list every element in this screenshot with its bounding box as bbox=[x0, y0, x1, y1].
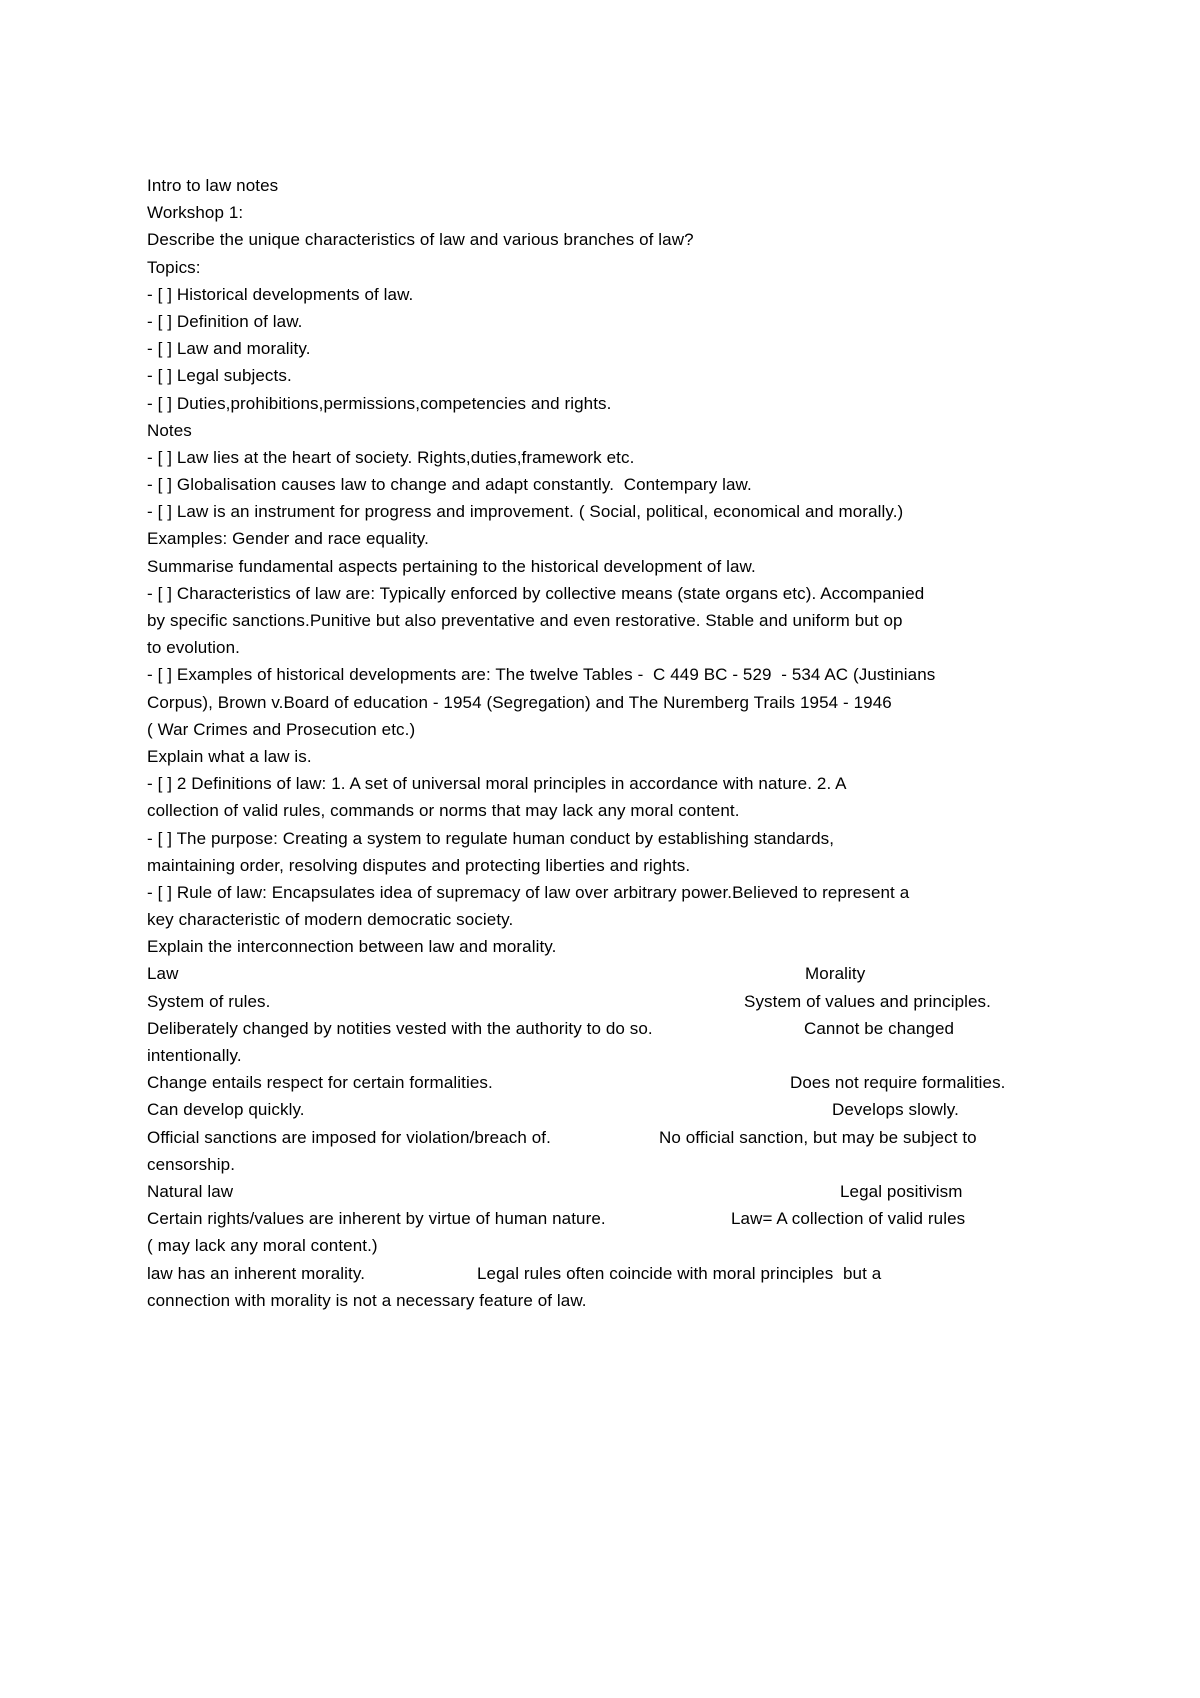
definition-heading: Explain what a law is. bbox=[147, 746, 312, 766]
notes-heading: Notes bbox=[147, 420, 192, 440]
topic-item: - [ ] Duties,prohibitions,permissions,competencies and rights. bbox=[147, 393, 612, 413]
legal-positivism-column-header: Legal positivism bbox=[840, 1181, 963, 1201]
history-item-line: - [ ] Characteristics of law are: Typically enforced by collective means (state organs etc). Accompanied bbox=[147, 583, 925, 603]
law-cell: Change entails respect for certain formalities. bbox=[147, 1073, 493, 1093]
morality-column-header: Morality bbox=[805, 964, 866, 984]
comparison-row bbox=[147, 1015, 1067, 1042]
history-item-line: Corpus), Brown v.Board of education - 1954 (Segregation) and The Nuremberg Trails 1954 - 1946 bbox=[147, 692, 892, 712]
document-body bbox=[147, 172, 1067, 1314]
comparison-row bbox=[147, 1069, 1067, 1096]
morality-cell: No official sanction, but may be subject to bbox=[659, 1127, 977, 1147]
document-title: Intro to law notes bbox=[147, 176, 279, 195]
legal-positivism-cell: Law= A collection of valid rules bbox=[731, 1209, 966, 1229]
definition-item-line: collection of valid rules, commands or norms that may lack any moral content. bbox=[147, 801, 740, 821]
natural-law-cell: connection with morality is not a necessary feature of law. bbox=[147, 1290, 587, 1310]
morality-cell: Cannot be changed bbox=[804, 1018, 955, 1038]
definition-item-line: - [ ] Rule of law: Encapsulates idea of supremacy of law over arbitrary power.Believed to represent a bbox=[147, 882, 910, 902]
morality-cell: Develops slowly. bbox=[832, 1100, 959, 1120]
history-item-line: by specific sanctions.Punitive but also preventative and even restorative. Stable and uniform but op bbox=[147, 611, 903, 630]
law-cell: intentionally. bbox=[147, 1046, 242, 1065]
comparison-row bbox=[147, 1124, 1067, 1151]
history-heading: Summarise fundamental aspects pertaining to the historical development of law. bbox=[147, 556, 756, 576]
notes-examples: Examples: Gender and race equality. bbox=[147, 529, 429, 549]
natural-law-column-header: Natural law bbox=[147, 1181, 234, 1201]
morality-heading: Explain the interconnection between law and morality. bbox=[147, 937, 557, 957]
morality-cell: Does not require formalities. bbox=[790, 1073, 1006, 1093]
workshop-question: Describe the unique characteristics of law and various branches of law? bbox=[147, 230, 694, 250]
natural-law-cell: law has an inherent morality. bbox=[147, 1263, 366, 1283]
history-item-line: - [ ] Examples of historical developments are: The twelve Tables - C 449 BC - 529 - 534 AC (Justinians bbox=[147, 665, 936, 685]
note-item: - [ ] Law is an instrument for progress and improvement. ( Social, political, economical and morally.) bbox=[147, 502, 904, 522]
definition-item-line: maintaining order, resolving disputes and protecting liberties and rights. bbox=[147, 855, 691, 875]
history-item-line: to evolution. bbox=[147, 638, 240, 658]
comparison-row bbox=[147, 1260, 1067, 1287]
legal-positivism-cell: Legal rules often coincide with moral principles but a bbox=[477, 1263, 882, 1283]
workshop-heading: Workshop 1: bbox=[147, 203, 244, 223]
law-cell: Can develop quickly. bbox=[147, 1100, 305, 1120]
topic-item: - [ ] Law and morality. bbox=[147, 339, 311, 359]
note-item: - [ ] Law lies at the heart of society. Rights,duties,framework etc. bbox=[147, 447, 635, 467]
comparison-row bbox=[147, 1287, 1067, 1314]
history-item-line: ( War Crimes and Prosecution etc.) bbox=[147, 719, 416, 739]
topic-item: - [ ] Legal subjects. bbox=[147, 366, 292, 386]
comparison-row bbox=[147, 1042, 1067, 1069]
topic-item: - [ ] Historical developments of law. bbox=[147, 284, 414, 304]
comparison-row bbox=[147, 960, 1067, 987]
note-item: - [ ] Globalisation causes law to change and adapt constantly. Contempary law. bbox=[147, 475, 752, 495]
law-cell: censorship. bbox=[147, 1154, 236, 1174]
comparison-row bbox=[147, 1151, 1067, 1178]
definition-item-line: key characteristic of modern democratic society. bbox=[147, 910, 514, 930]
topic-item: - [ ] Definition of law. bbox=[147, 311, 303, 331]
law-column-header: Law bbox=[147, 964, 179, 984]
definition-item-line: - [ ] The purpose: Creating a system to regulate human conduct by establishing standards, bbox=[147, 828, 835, 848]
comparison-row bbox=[147, 1205, 1067, 1232]
comparison-row bbox=[147, 1232, 1067, 1259]
law-cell: Official sanctions are imposed for violation/breach of. bbox=[147, 1127, 551, 1147]
law-cell: System of rules. bbox=[147, 991, 271, 1011]
definition-item-line: - [ ] 2 Definitions of law: 1. A set of universal moral principles in accordance with nature. 2. A bbox=[147, 774, 847, 794]
comparison-row bbox=[147, 988, 1067, 1015]
comparison-row bbox=[147, 1096, 1067, 1123]
law-cell: Deliberately changed by notities vested with the authority to do so. bbox=[147, 1018, 653, 1038]
topics-heading: Topics: bbox=[147, 257, 201, 277]
natural-law-cell: ( may lack any moral content.) bbox=[147, 1236, 378, 1256]
comparison-row bbox=[147, 1178, 1067, 1205]
morality-cell: System of values and principles. bbox=[744, 991, 991, 1011]
natural-law-cell: Certain rights/values are inherent by virtue of human nature. bbox=[147, 1209, 606, 1229]
